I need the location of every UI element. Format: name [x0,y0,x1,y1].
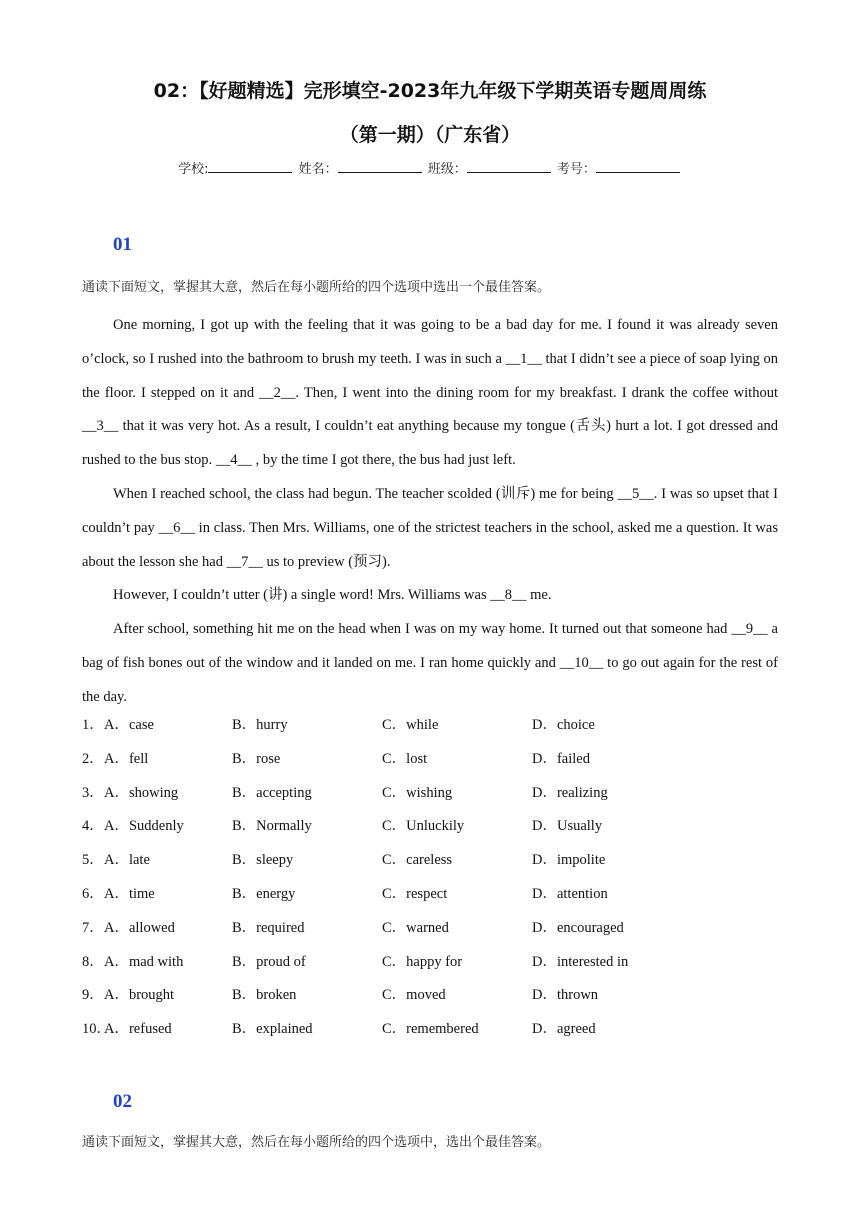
question-number: 6． [82,885,104,902]
question-number: 9． [82,987,104,1004]
option-c: C．moved [382,987,446,1004]
passage-paragraph: However, I couldn’t utter (讲) a single word! Mrs. Williams was __8__ me. [113,587,552,604]
section-number-01: 01 [113,234,132,255]
option-c: C．Unluckily [382,818,465,835]
question-row [82,780,782,814]
option-d: D．encouraged [532,919,624,936]
option-d: D．choice [532,717,595,733]
passage-paragraph: After school, something hit me on the head when I was on my way home. It turned out that someone had __9__ a bag of fish bones out of the window and it landed on me. I ran home quickly and __10__ to go out again for the rest of the day. [82,621,778,705]
option-c: C．warned [382,919,449,936]
option-b: B．explained [232,1021,313,1038]
option-c: C．respect [382,885,448,902]
option-a: A．refused [104,1021,172,1038]
option-a: A．allowed [104,919,175,936]
option-c: C．wishing [382,784,453,801]
question-row [82,915,782,949]
option-a: A．Suddenly [104,818,184,835]
page-title-line2: （第一期）（广东省） [339,124,521,146]
option-c: C．remembered [382,1021,479,1038]
passage-paragraph: One morning, I got up with the feeling that it was going to be a bad day for me. I found it was already seven o’clock, so I rushed into the bathroom to brush my teeth. I was in such a __1__ that I didn’t see a piece of soap lying on the floor. I stepped on it and __2__. Then, I went into the dining room for my breakfast. I drank the coffee without __3__ that it was very hot. As a result, I couldn’t eat anything because my tongue (舌头) hurt a lot. I got dressed and rushed to the bus stop. __4__ , by the time I got there, the bus had just left. [82,317,778,469]
option-c: C．happy for [382,953,463,970]
question-number: 10． [82,1021,111,1038]
option-a: A．brought [104,987,175,1004]
option-d: D．Usually [532,818,603,835]
question-row [82,881,782,915]
option-a: A．late [104,852,150,869]
option-a: A．time [104,885,155,902]
name-blank [338,160,422,173]
option-a: A．mad with [104,953,184,970]
page-title-line1: 02：【好题精选】完形填空-2023年九年级下学期英语专题周周练 [153,80,707,102]
question-row [82,813,782,847]
option-d: D．agreed [532,1021,596,1038]
exam-no-blank [596,160,680,173]
section1-instruction: 通读下面短文，掌握其大意，然后在每小题所给的四个选项中选出一个最佳答案。 [82,280,551,295]
question-row [82,712,782,746]
option-a: A．showing [104,784,179,801]
question-row [82,982,782,1016]
question-number: 5． [82,852,104,869]
name-label: 姓名： [298,162,338,177]
option-c: C．careless [382,852,453,869]
option-c: C．lost [382,750,428,767]
option-c: C．while [382,717,439,733]
school-blank [208,160,292,173]
question-row [82,1016,782,1050]
question-row [82,949,782,983]
option-d: D．interested in [532,953,629,970]
question-number: 2． [82,750,104,767]
option-b: B．sleepy [232,852,294,869]
option-a: A．case [104,717,154,733]
question-number: 3． [82,784,104,801]
question-number: 4． [82,818,104,835]
question-options-list [82,712,782,1050]
option-b: B．Normally [232,818,312,835]
option-d: D．realizing [532,784,608,801]
student-info-line [0,158,860,177]
section2-instruction: 通读下面短文，掌握其大意，然后在每小题所给的四个选项中，选出个最佳答案。 [82,1135,551,1150]
passage-paragraph: When I reached school, the class had begun. The teacher scolded (训斥) me for being __5__. I was so upset that I couldn’t pay __6__ in class. Then Mrs. Williams, one of the strictest teachers in the school, asked me a question. It was about the lesson she had __7__ us to preview (预习). [82,485,778,570]
option-b: B．energy [232,885,296,902]
option-a: A．fell [104,750,149,767]
cloze-passage [82,309,778,715]
question-row [82,847,782,881]
option-d: D．impolite [532,852,606,869]
question-number: 8． [82,953,104,970]
section-number-02: 02 [113,1091,132,1112]
option-b: B．proud of [232,953,306,970]
option-b: B．required [232,919,305,936]
option-b: B．broken [232,987,297,1004]
question-row [82,746,782,780]
option-b: B．hurry [232,717,288,733]
option-d: D．failed [532,750,590,767]
question-number: 1． [82,717,104,733]
class-label: 班级： [427,162,467,177]
option-d: D．thrown [532,987,599,1004]
option-d: D．attention [532,885,608,902]
class-blank [467,160,551,173]
option-b: B．rose [232,750,281,767]
exam-no-label: 考号： [556,162,596,177]
option-b: B．accepting [232,784,312,801]
question-number: 7． [82,919,104,936]
school-label: 学校: [178,162,209,177]
